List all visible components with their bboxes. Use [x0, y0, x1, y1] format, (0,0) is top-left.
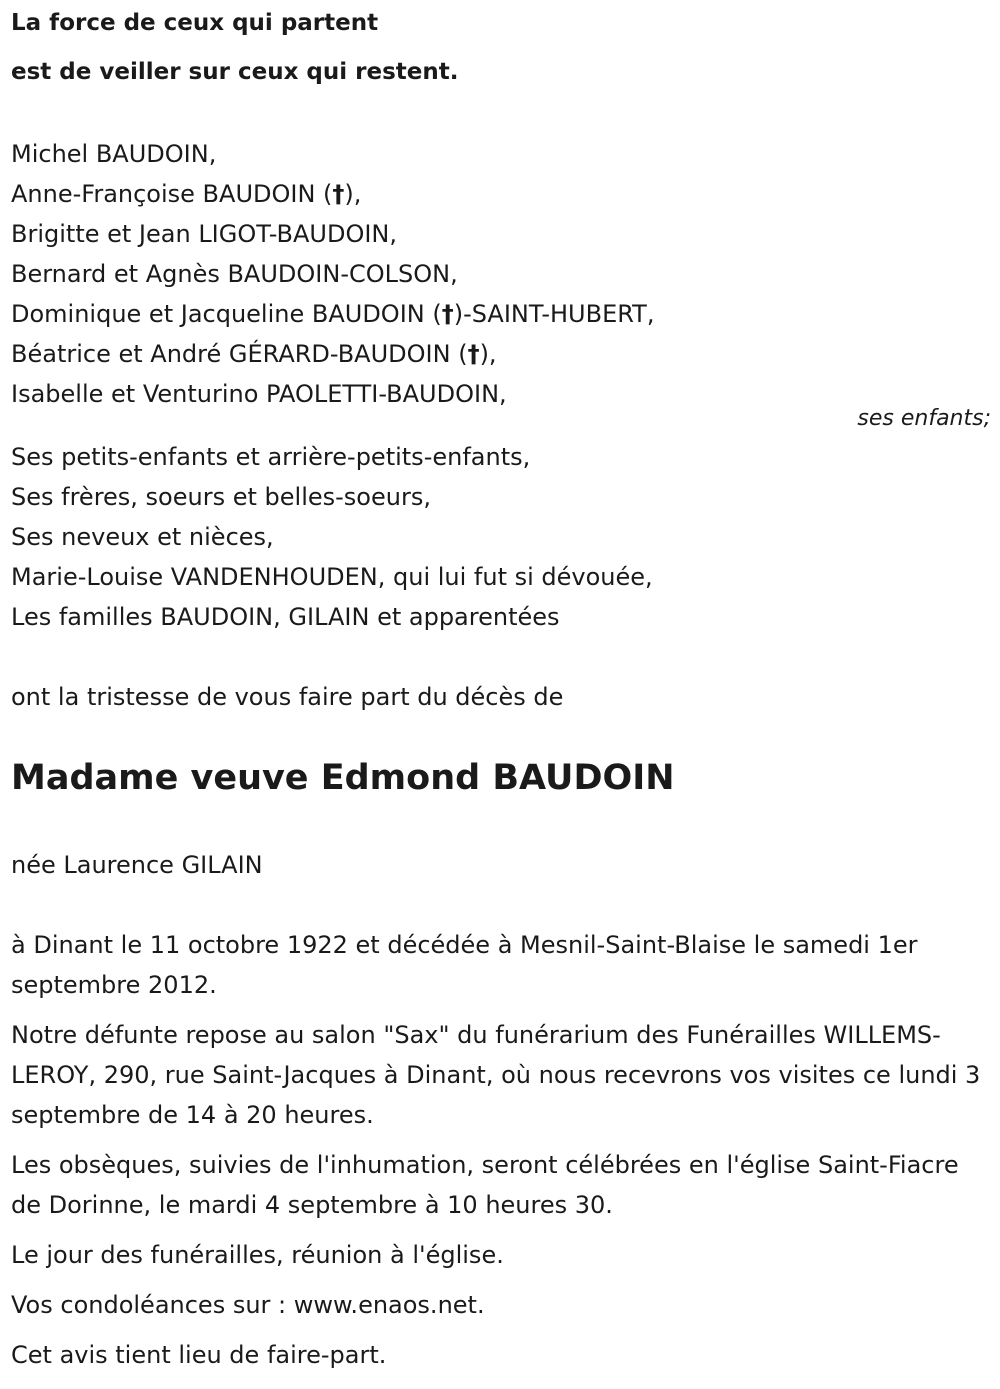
- child-entry: Béatrice et André GÉRARD-BAUDOIN (†),: [11, 340, 497, 368]
- children-label: ses enfants;: [857, 406, 991, 431]
- viewing-paragraph: Notre défunte repose au salon "Sax" du funérarium des Funérailles WILLEMS-LEROY, 290, rue Saint-Jacques à Dinant, où nous recevrons vos visites ce lundi 3 septembre de 14 à 20 heures.: [11, 1021, 981, 1129]
- meeting-paragraph: Le jour des funérailles, réunion à l'église.: [11, 1241, 504, 1269]
- relative-entry: Ses petits-enfants et arrière-petits-enfants,: [11, 443, 531, 471]
- maiden-name: née Laurence GILAIN: [11, 851, 263, 879]
- relative-entry: Les familles BAUDOIN, GILAIN et apparentées: [11, 603, 560, 631]
- relative-entry: Ses frères, soeurs et belles-soeurs,: [11, 483, 431, 511]
- relative-entry: Ses neveux et nièces,: [11, 523, 274, 551]
- relative-entry: Marie-Louise VANDENHOUDEN, qui lui fut si dévouée,: [11, 563, 653, 591]
- funeral-paragraph: Les obsèques, suivies de l'inhumation, seront célébrées en l'église Saint-Fiacre de Dorinne, le mardi 4 septembre à 10 heures 30.: [11, 1151, 959, 1219]
- child-entry: Anne-Françoise BAUDOIN (†),: [11, 180, 362, 208]
- announcement-text: ont la tristesse de vous faire part du décès de: [11, 683, 564, 711]
- cross-icon: †: [441, 300, 454, 328]
- condolences-paragraph: Vos condoléances sur : www.enaos.net.: [11, 1291, 485, 1319]
- deceased-name: Madame veuve Edmond BAUDOIN: [11, 758, 675, 798]
- child-entry: Bernard et Agnès BAUDOIN-COLSON,: [11, 260, 458, 288]
- motto-line-1: La force de ceux qui partent: [11, 10, 379, 36]
- child-entry: Brigitte et Jean LIGOT-BAUDOIN,: [11, 220, 397, 248]
- child-entry: Isabelle et Venturino PAOLETTI-BAUDOIN,: [11, 380, 507, 408]
- child-entry: Dominique et Jacqueline BAUDOIN (†)-SAINT-HUBERT,: [11, 300, 655, 328]
- closing-paragraph: Cet avis tient lieu de faire-part.: [11, 1341, 387, 1369]
- cross-icon: †: [332, 180, 345, 208]
- birth-death-paragraph: à Dinant le 11 octobre 1922 et décédée à Mesnil-Saint-Blaise le samedi 1er septembre 2012.: [11, 931, 918, 999]
- child-entry: Michel BAUDOIN,: [11, 140, 217, 168]
- motto-line-2: est de veiller sur ceux qui restent.: [11, 59, 459, 85]
- cross-icon: †: [467, 340, 480, 368]
